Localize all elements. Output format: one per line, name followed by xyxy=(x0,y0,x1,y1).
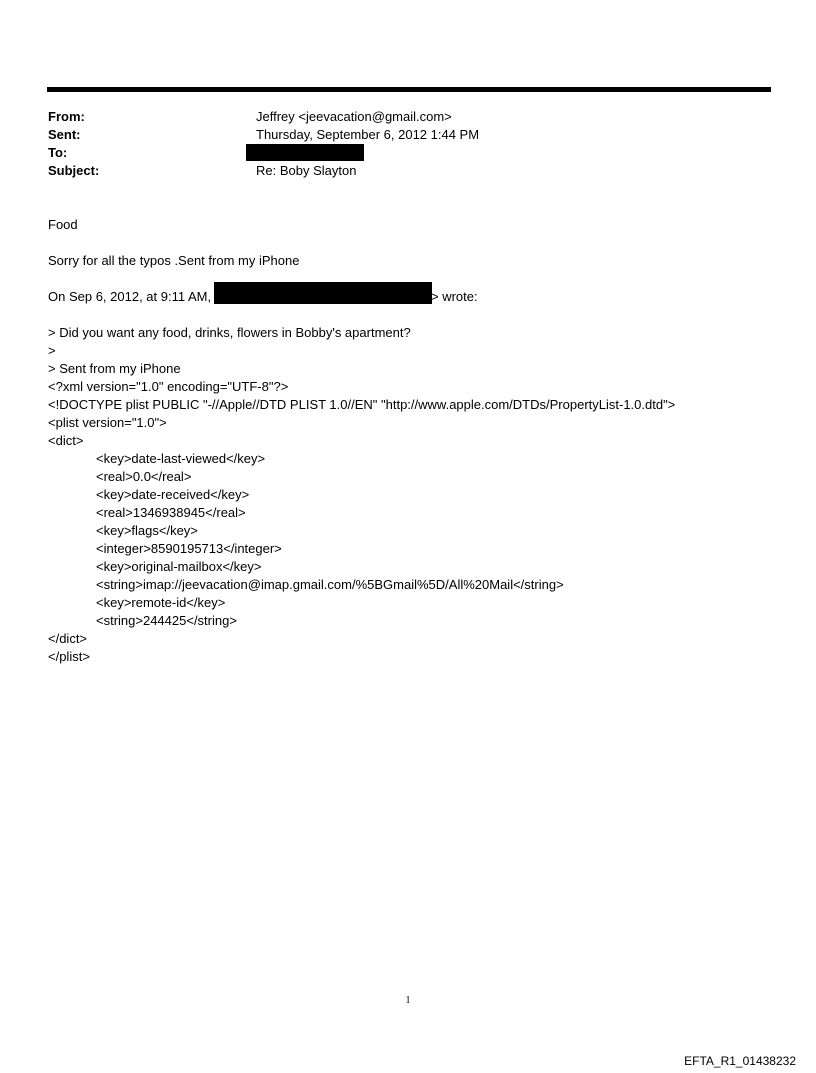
from-label: From: xyxy=(48,109,85,124)
doctype-line: <!DOCTYPE plist PUBLIC "-//Apple//DTD PLIST 1.0//EN" "http://www.apple.com/DTDs/PropertyList-1.0.dtd"> xyxy=(48,397,676,412)
plist-open: <plist version="1.0"> xyxy=(48,415,167,430)
dict-entry: <key>date-received</key> xyxy=(96,487,250,502)
quote-attribution-prefix: On Sep 6, 2012, at 9:11 AM, xyxy=(48,289,212,304)
dict-close: </dict> xyxy=(48,631,88,646)
dict-entry: <string>244425</string> xyxy=(96,613,237,628)
subject-value: Re: Boby Slayton xyxy=(256,163,357,178)
dict-entry: <real>1346938945</real> xyxy=(96,505,246,520)
plist-close: </plist> xyxy=(48,649,90,664)
header-rule xyxy=(47,87,771,92)
page-number: 1 xyxy=(405,995,411,1006)
dict-entry: <key>date-last-viewed</key> xyxy=(96,451,266,466)
dict-entry: <real>0.0</real> xyxy=(96,469,192,484)
quoted-line: > Did you want any food, drinks, flowers in Bobby's apartment? xyxy=(48,325,411,340)
quoted-line: > xyxy=(48,343,56,358)
to-label: To: xyxy=(48,145,68,160)
subject-label: Subject: xyxy=(48,163,100,178)
redaction-to-recipient xyxy=(246,144,364,161)
body-text-food: Food xyxy=(48,217,78,232)
dict-open: <dict> xyxy=(48,433,84,448)
dict-entry: <integer>8590195713</integer> xyxy=(96,541,282,556)
xml-declaration: <?xml version="1.0" encoding="UTF-8"?> xyxy=(48,379,289,394)
sent-value: Thursday, September 6, 2012 1:44 PM xyxy=(256,127,480,142)
quoted-line: > Sent from my iPhone xyxy=(48,361,181,376)
body-text-signature: Sorry for all the typos .Sent from my iPhone xyxy=(48,253,300,268)
sent-label: Sent: xyxy=(48,127,81,142)
dict-entry: <key>original-mailbox</key> xyxy=(96,559,262,574)
from-value: Jeffrey <jeevacation@gmail.com> xyxy=(256,109,452,124)
dict-entry: <key>flags</key> xyxy=(96,523,198,538)
dict-entry: <key>remote-id</key> xyxy=(96,595,226,610)
quote-attribution-suffix: > wrote: xyxy=(431,289,478,304)
redaction-sender-address xyxy=(214,282,432,304)
bates-number: EFTA_R1_01438232 xyxy=(684,1054,796,1068)
dict-entry: <string>imap://jeevacation@imap.gmail.com/%5BGmail%5D/All%20Mail</string> xyxy=(96,577,564,592)
